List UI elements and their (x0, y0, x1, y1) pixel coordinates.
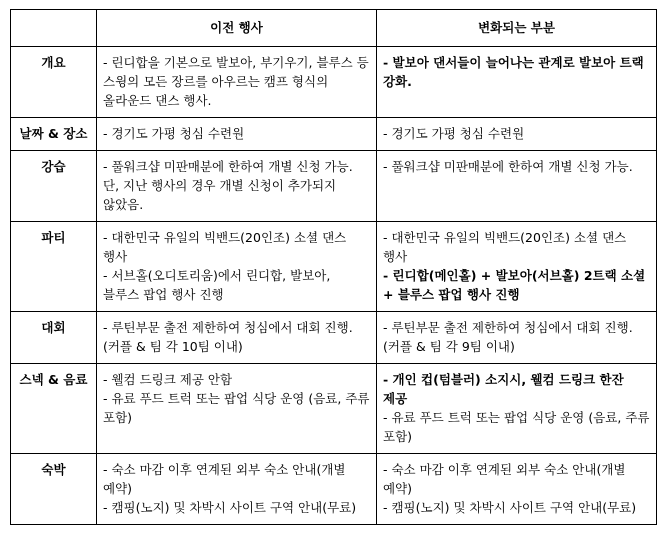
previous-line: - 서브홀(오디토리움)에서 린디합, 발보아, 블루스 팝업 행사 진행 (103, 268, 331, 302)
cell-previous-date-venue (97, 118, 377, 151)
cell-previous-party (97, 222, 377, 312)
previous-line: - 린디합을 기본으로 발보아, 부기우기, 블루스 등 스윙의 모든 장르를 아우르는 캠프 형식의 올라운드 댄스 행사. (103, 55, 369, 108)
header-empty (11, 10, 97, 47)
cell-change-date-venue (377, 118, 657, 151)
comparison-table (10, 9, 657, 525)
previous-line: - 유료 푸드 트럭 또는 팝업 식당 운영 (음료, 주류 포함) (103, 391, 370, 425)
table-row-lodging (11, 454, 657, 525)
row-label-competition: 대회 (11, 312, 97, 364)
row-label-overview: 개요 (11, 47, 97, 118)
change-line: - 린디합(메인홀) + 발보아(서브홀) 2트랙 소셜 + 블루스 팝업 행사 진행 (383, 268, 646, 302)
header-changes: 변화되는 부분 (377, 10, 657, 47)
change-line: - 숙소 마감 이후 연계된 외부 숙소 안내(개별 예약) (383, 462, 626, 496)
table-row-snacks-drinks (11, 364, 657, 454)
cell-change-lodging (377, 454, 657, 525)
header-previous-event: 이전 행사 (97, 10, 377, 47)
row-label-lodging: 숙박 (11, 454, 97, 525)
previous-line: - 캠핑(노지) 및 차박시 사이트 구역 안내(무료) (103, 500, 357, 515)
previous-line: - 웰컴 드링크 제공 안함 (103, 372, 233, 387)
header-row (11, 10, 657, 47)
previous-line: - 풀워크샵 미판매분에 한하여 개별 신청 가능. 단, 지난 행사의 경우 개별 신청이 추가되지 않았음. (103, 159, 353, 212)
previous-line: - 대한민국 유일의 빅밴드(20인조) 소셜 댄스 행사 (103, 230, 347, 264)
cell-change-competition (377, 312, 657, 364)
cell-previous-workshops (97, 151, 377, 222)
row-label-snacks-drinks: 스넥 & 음료 (11, 364, 97, 454)
row-label-workshops: 강습 (11, 151, 97, 222)
change-line: - 발보아 댄서들이 늘어나는 관계로 발보아 트랙 강화. (383, 55, 644, 89)
change-line: - 대한민국 유일의 빅밴드(20인조) 소셜 댄스 행사 (383, 230, 627, 264)
cell-previous-competition (97, 312, 377, 364)
cell-previous-lodging (97, 454, 377, 525)
cell-change-overview (377, 47, 657, 118)
cell-change-party (377, 222, 657, 312)
change-line: - 유료 푸드 트럭 또는 팝업 식당 운영 (음료, 주류 포함) (383, 410, 650, 444)
table-row-competition (11, 312, 657, 364)
table-row-party (11, 222, 657, 312)
table-row-workshops (11, 151, 657, 222)
change-line: - 경기도 가평 청심 수련원 (383, 126, 525, 141)
cell-previous-overview (97, 47, 377, 118)
table-row-date-venue (11, 118, 657, 151)
cell-change-workshops (377, 151, 657, 222)
cell-change-snacks-drinks (377, 364, 657, 454)
previous-line: - 경기도 가평 청심 수련원 (103, 126, 245, 141)
previous-line: - 숙소 마감 이후 연계된 외부 숙소 안내(개별 예약) (103, 462, 346, 496)
table-row-overview (11, 47, 657, 118)
change-line: - 루틴부문 출전 제한하여 청심에서 대회 진행. (커플 & 팀 각 9팀 이내) (383, 320, 633, 354)
change-line: - 풀워크샵 미판매분에 한하여 개별 신청 가능. (383, 159, 633, 174)
cell-previous-snacks-drinks (97, 364, 377, 454)
change-line: - 캠핑(노지) 및 차박시 사이트 구역 안내(무료) (383, 500, 637, 515)
change-line: - 개인 컵(텀블러) 소지시, 웰컴 드링크 한잔 제공 (383, 372, 624, 406)
previous-line: - 루틴부문 출전 제한하여 청심에서 대회 진행. (커플 & 팀 각 10팀 이내) (103, 320, 353, 354)
comparison-table-wrapper (10, 9, 657, 525)
row-label-date-venue: 날짜 & 장소 (11, 118, 97, 151)
row-label-party: 파티 (11, 222, 97, 312)
